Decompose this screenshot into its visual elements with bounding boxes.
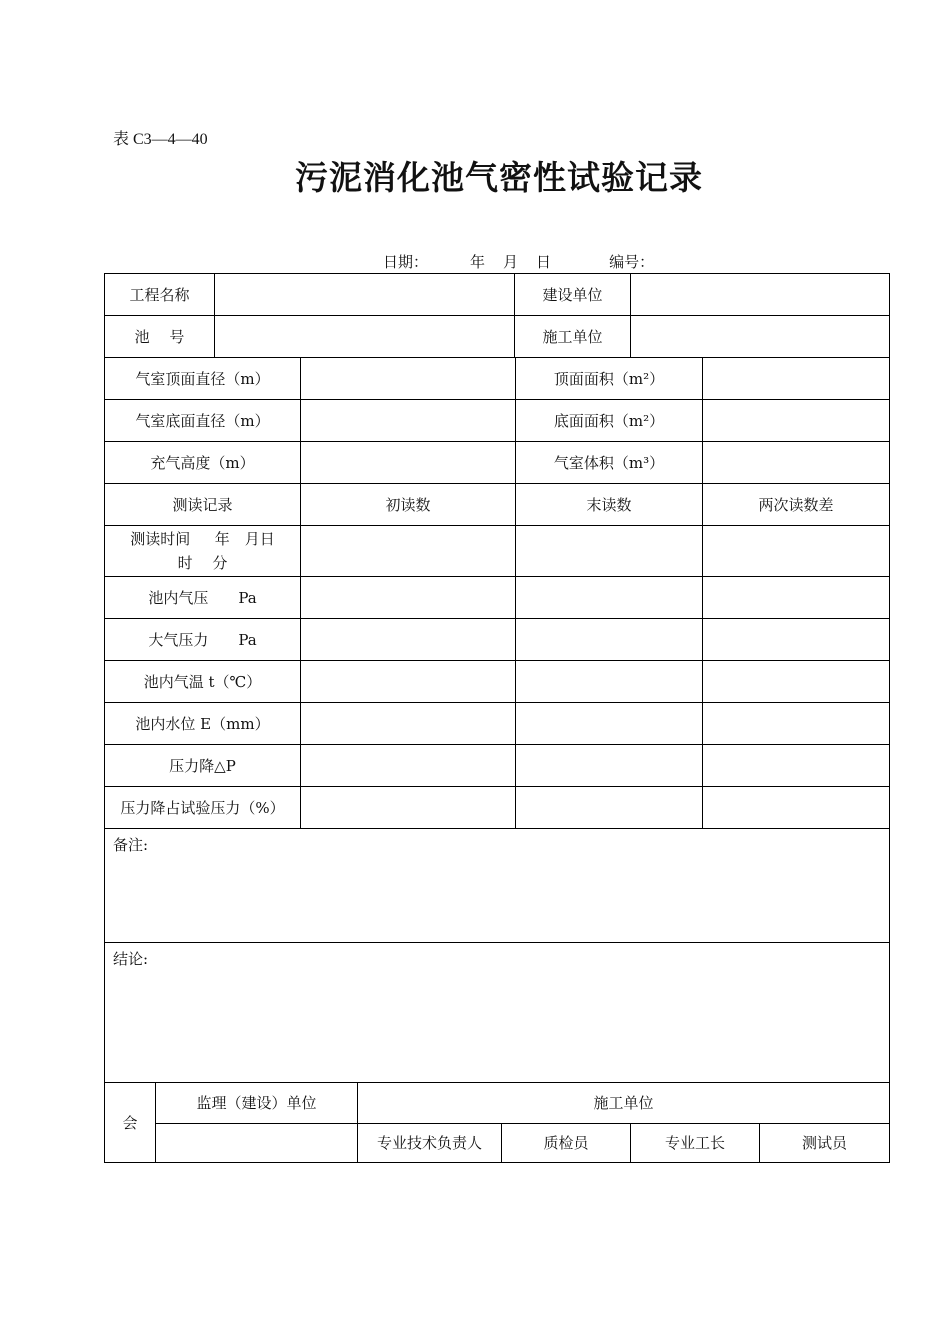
reading-cell[interactable] bbox=[301, 787, 516, 829]
reading-cell[interactable] bbox=[301, 703, 516, 745]
record-table bbox=[104, 273, 890, 1163]
reading-cell[interactable] bbox=[516, 577, 703, 619]
year-label: 年 bbox=[470, 253, 486, 271]
owner-unit-field[interactable] bbox=[631, 274, 889, 316]
month-label: 月 bbox=[503, 253, 519, 271]
fill-height-field[interactable] bbox=[301, 442, 516, 484]
remarks-label: 备注: bbox=[113, 836, 149, 854]
top-diameter-field[interactable] bbox=[301, 358, 516, 400]
tank-number-field[interactable] bbox=[215, 316, 515, 358]
reading-cell[interactable] bbox=[516, 526, 703, 577]
number-label: 编号： bbox=[609, 253, 655, 271]
bottom-area-field[interactable] bbox=[703, 400, 889, 442]
bottom-diameter-field[interactable] bbox=[301, 400, 516, 442]
supervision-unit-label: 监理（建设）单位 bbox=[156, 1083, 358, 1124]
project-name-label: 工程名称 bbox=[105, 274, 215, 316]
reading-row-label: 压力降△P bbox=[105, 745, 301, 787]
tank-number-label: 池 号 bbox=[105, 316, 215, 358]
bottom-diameter-label: 气室底面直径（m） bbox=[105, 400, 301, 442]
reading-row-label: 池内气压 Pa bbox=[105, 577, 301, 619]
reading-cell[interactable] bbox=[703, 787, 889, 829]
construction-unit-header: 施工单位 bbox=[358, 1083, 889, 1124]
top-area-label: 顶面面积（m²） bbox=[516, 358, 703, 400]
bottom-area-label: 底面面积（m²） bbox=[516, 400, 703, 442]
reading-row-label: 大气压力 Pa bbox=[105, 619, 301, 661]
reading-header-record: 测读记录 bbox=[105, 484, 301, 526]
role-inspector: 质检员 bbox=[502, 1124, 631, 1162]
reading-cell[interactable] bbox=[703, 661, 889, 703]
date-label: 日期： bbox=[383, 253, 429, 271]
reading-cell[interactable] bbox=[516, 661, 703, 703]
reading-cell[interactable] bbox=[301, 745, 516, 787]
conclusion-area[interactable] bbox=[105, 943, 889, 1083]
reading-row-label: 池内气温 t（℃） bbox=[105, 661, 301, 703]
top-diameter-label: 气室顶面直径（m） bbox=[105, 358, 301, 400]
conclusion-label: 结论: bbox=[113, 950, 149, 968]
reading-cell[interactable] bbox=[703, 577, 889, 619]
reading-cell[interactable] bbox=[516, 703, 703, 745]
reading-cell[interactable] bbox=[301, 661, 516, 703]
construction-unit-field[interactable] bbox=[631, 316, 889, 358]
day-label: 日 bbox=[536, 253, 552, 271]
project-name-field[interactable] bbox=[215, 274, 515, 316]
supervision-sign-field[interactable] bbox=[156, 1124, 358, 1162]
reading-cell[interactable] bbox=[516, 745, 703, 787]
reading-cell[interactable] bbox=[301, 526, 516, 577]
reading-cell[interactable] bbox=[703, 526, 889, 577]
date-line bbox=[383, 251, 654, 272]
reading-header-final: 末读数 bbox=[516, 484, 703, 526]
reading-row-label: 压力降占试验压力（%） bbox=[105, 787, 301, 829]
role-tech-lead: 专业技术负责人 bbox=[358, 1124, 502, 1162]
role-tester: 测试员 bbox=[801, 1134, 847, 1152]
form-code: 表 C3—4—40 bbox=[113, 131, 208, 148]
page-title: 污泥消化池气密性试验记录 bbox=[295, 158, 703, 197]
reading-row-label: 池内水位 E（mm） bbox=[105, 703, 301, 745]
reading-cell[interactable] bbox=[703, 745, 889, 787]
top-area-field[interactable] bbox=[703, 358, 889, 400]
remarks-area[interactable] bbox=[105, 829, 889, 943]
reading-cell[interactable] bbox=[301, 577, 516, 619]
construction-unit-label: 施工单位 bbox=[515, 316, 631, 358]
reading-row-label: 测读时间 年 月日 时 分 bbox=[105, 526, 301, 577]
owner-unit-label: 建设单位 bbox=[515, 274, 631, 316]
reading-cell[interactable] bbox=[516, 619, 703, 661]
fill-height-label: 充气高度（m） bbox=[105, 442, 301, 484]
reading-cell[interactable] bbox=[703, 703, 889, 745]
reading-cell[interactable] bbox=[301, 619, 516, 661]
sign-side-label: 会 bbox=[105, 1083, 156, 1162]
reading-header-difference: 两次读数差 bbox=[703, 484, 889, 526]
chamber-volume-label: 气室体积（m³） bbox=[516, 442, 703, 484]
chamber-volume-field[interactable] bbox=[703, 442, 889, 484]
role-foreman: 专业工长 bbox=[631, 1124, 760, 1162]
reading-cell[interactable] bbox=[516, 787, 703, 829]
reading-cell[interactable] bbox=[703, 619, 889, 661]
reading-header-initial: 初读数 bbox=[301, 484, 516, 526]
